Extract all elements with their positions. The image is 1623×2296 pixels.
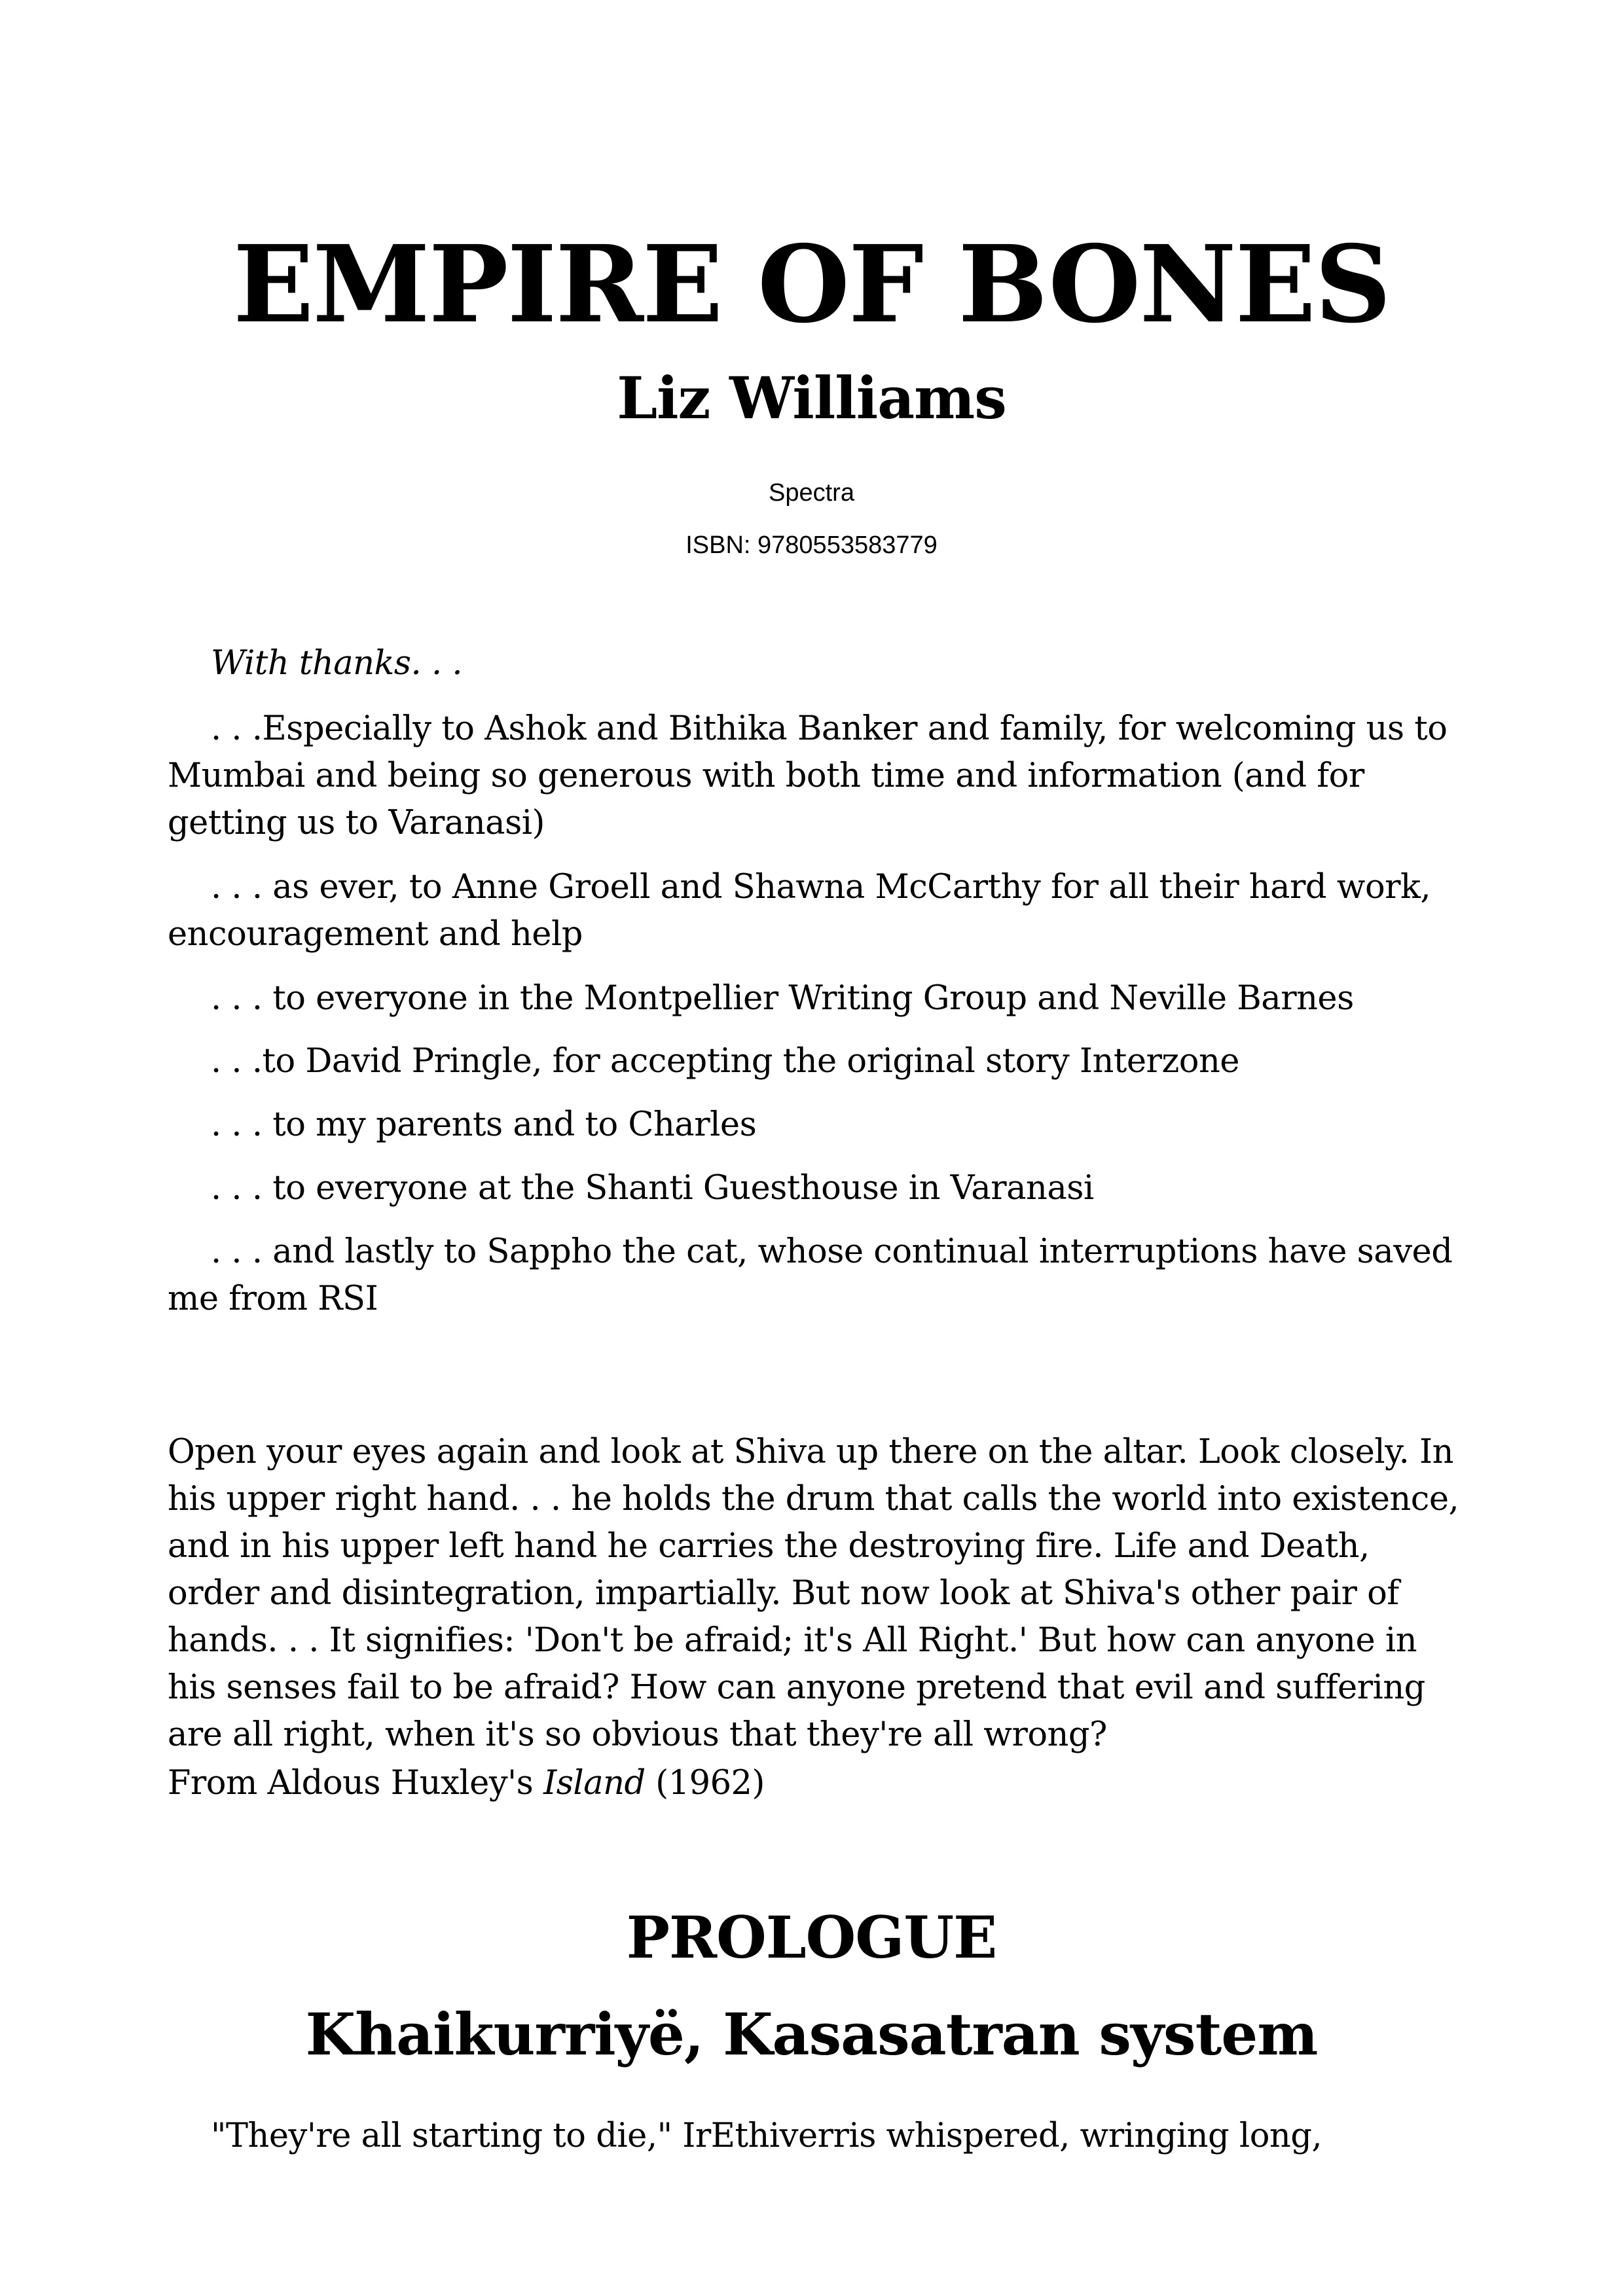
book-author: Liz Williams <box>617 364 1006 432</box>
prologue-location-heading: Khaikurriyë, Kasasatran system <box>305 2000 1318 2068</box>
epigraph-source-title: Island <box>543 1764 646 1803</box>
acknowledgement-item: . . .Especially to Ashok and Bithika Banker and family, for welcoming us to Mumbai and being so generous with both time and information (and for getting us to Varanasi) <box>168 709 1448 842</box>
acknowledgements-heading: With thanks. . . <box>211 644 463 683</box>
publisher-name: Spectra <box>769 479 854 507</box>
epigraph-text: Open your eyes again and look at Shiva up there on the altar. Look closely. In his upper right hand. . . he holds the drum that calls the world into existence, and in his upper left hand he carries the destroying fire. Life and Death, order and disintegration, impartially. But now look at Shiva's other pair of hands. . . It signifies: 'Don't be afraid; it's All Right.' But how can anyone in his senses fail to be afraid? How can anyone pretend that evil and suffering are all right, when it's so obvious that they're all wrong? <box>168 1433 1459 1754</box>
prologue-body-text: "They're all starting to die," IrEthiverris whispered, wringing long, <box>211 2117 1322 2155</box>
epigraph-source-prefix: From Aldous Huxley's <box>168 1764 544 1803</box>
acknowledgement-item: . . . to everyone at the Shanti Guesthouse in Varanasi <box>211 1169 1094 1208</box>
prologue-heading: PROLOGUE <box>626 1903 997 1971</box>
acknowledgement-item: . . . to everyone in the Montpellier Writing Group and Neville Barnes <box>211 979 1354 1018</box>
epigraph-source <box>168 1760 1464 1807</box>
book-title: EMPIRE OF BONES <box>232 223 1391 347</box>
epigraph-source-suffix: (1962) <box>645 1764 765 1803</box>
acknowledgement-item: . . . to my parents and to Charles <box>211 1105 757 1144</box>
acknowledgement-item: . . . as ever, to Anne Groell and Shawna McCarthy for all their hard work, encouragement and help <box>168 868 1431 954</box>
acknowledgement-item: . . . and lastly to Sappho the cat, whose continual interruptions have saved me from RSI <box>168 1232 1453 1318</box>
isbn-number: ISBN: 9780553583779 <box>685 531 938 559</box>
acknowledgement-item: . . .to David Pringle, for accepting the original story Interzone <box>211 1042 1239 1081</box>
